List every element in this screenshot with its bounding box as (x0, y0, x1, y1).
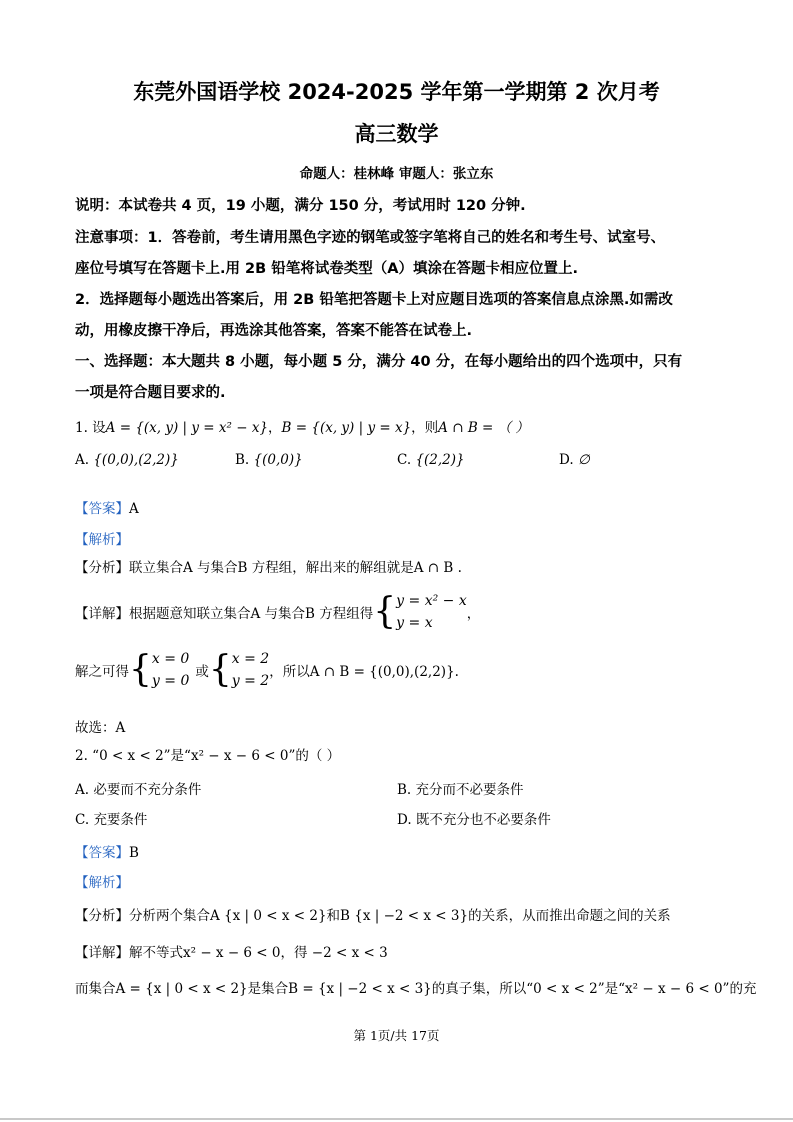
exam-title: 东莞外国语学校 2024-2025 学年第一学期第 2 次月考 (133, 80, 660, 104)
q1-option-a: A. {(0,0),(2,2)} (75, 452, 179, 468)
q1-detail-prefix: 【详解】根据题意知联立集合A 与集合B 方程组得 (75, 606, 374, 622)
q1-analysis-tag: 【解析】 (75, 532, 129, 548)
q1-detail (75, 590, 480, 634)
q1-conclusion: 故选：A (75, 720, 126, 736)
q1-ask: A ∩ B = （ ） (438, 420, 529, 436)
q2-answer-tag: 【答案】 (75, 845, 129, 861)
instructions-item1-line2: 座位号填写在答题卡上.用 2B 铅笔将试卷类型（A）填涂在答题卡相应位置上. (75, 261, 578, 277)
brace-symbol: { (373, 591, 397, 632)
q1-or: 或 (195, 664, 209, 680)
q1-option-d: D. ∅ (559, 452, 590, 468)
q2-last-line: 而集合A = {x | 0 < x < 2}是集合B = {x | −2 < x < 3}的真子集，所以“0 < x < 2”是“x² − x − 6 < 0”的充 (75, 981, 757, 997)
q2-detail: 【详解】解不等式x² − x − 6 < 0，得 −2 < x < 3 (75, 945, 388, 961)
q1-answer: 【答案】A (75, 501, 139, 517)
section1-heading-line2: 一项是符合题目要求的. (75, 385, 226, 401)
page-number: 第 1页/共 17页 (353, 1028, 440, 1043)
instructions-item2-line2: 动，用橡皮擦干净后，再选涂其他答案，答案不能答在试卷上. (75, 323, 473, 339)
q1-analysis: 【分析】联立集合A 与集合B 方程组，解出来的解组就是A ∩ B . (75, 560, 462, 576)
q2-option-a: A. 必要而不充分条件 (75, 782, 202, 798)
q1-stem (75, 416, 529, 436)
q1-set-a: A = {(x, y) | y = x² − x} (105, 420, 269, 436)
section1-heading-line1: 一、选择题：本大题共 8 小题，每小题 5 分，满分 40 分，在每小题给出的四个选项中，只有 (75, 354, 683, 370)
brace-symbol: { (208, 649, 232, 690)
instructions-item2-line1: 2．选择题每小题选出答案后，用 2B 铅笔把答题卡上对应题目选项的答案信息点涂黑.如需改 (75, 292, 673, 308)
q1-solution-1: x = 0 y = 0 (151, 651, 190, 689)
q1-detail-eq2: y = x (396, 615, 433, 631)
exam-authors: 命题人：桂林峰 审题人：张立东 (299, 166, 494, 182)
q1-option-c: C. {(2,2)} (397, 452, 465, 468)
q2-answer: 【答案】B (75, 845, 139, 861)
exam-subject: 高三数学 (354, 122, 439, 146)
q1-set-b: B = {(x, y) | y = x} (281, 420, 412, 436)
q1-answer-tag: 【答案】 (75, 501, 129, 517)
q1-solution-2: x = 2 y = 2 (231, 651, 270, 689)
bottom-divider (0, 1118, 793, 1120)
instructions-item1-line1: 注意事项：1．答卷前，考生请用黑色字迹的钢笔或签字笔将自己的姓名和考生号、试室号、 (75, 230, 666, 246)
instructions-note: 说明：本试卷共 4 页，19 小题，满分 150 分，考试用时 120 分钟. (75, 198, 526, 214)
q2-stem: 2. “0 < x < 2”是“x² − x − 6 < 0”的（ ） (75, 748, 341, 764)
q1-stem-suffix: ，则 (411, 420, 439, 436)
q1-detail-system (396, 590, 467, 634)
q2-option-b: B. 充分而不必要条件 (397, 782, 524, 798)
q1-sep: ， (268, 420, 282, 436)
q2-option-c: C. 充要条件 (75, 812, 148, 828)
q1-detail-suffix: ， (466, 606, 481, 622)
brace-symbol: { (129, 649, 152, 690)
q1-stem-prefix: 1. 设 (75, 420, 106, 436)
q1-solve-suffix: ，所以A ∩ B = {(0,0),(2,2)}. (269, 664, 459, 680)
q1-detail-eq1: y = x² − x (396, 593, 467, 609)
q1-option-b: B. {(0,0)} (235, 452, 303, 468)
q2-analysis-tag: 【解析】 (75, 875, 129, 891)
q2-option-d: D. 既不充分也不必要条件 (397, 812, 551, 828)
q2-analysis: 【分析】分析两个集合A {x | 0 < x < 2}和B {x | −2 < x < 3}的关系，从而推出命题之间的关系 (75, 908, 671, 924)
q1-solve-prefix: 解之可得 (75, 664, 129, 680)
q1-solution (75, 648, 459, 692)
